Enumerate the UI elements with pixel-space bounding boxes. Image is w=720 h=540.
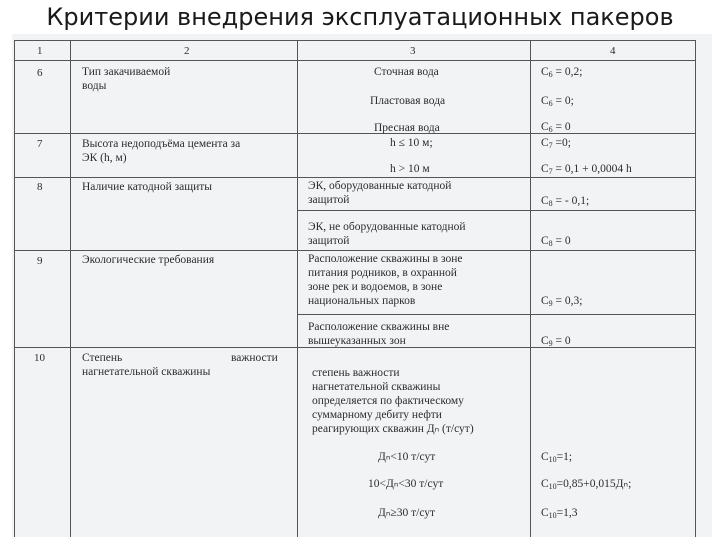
option-text: зоне рек и водоемов, в зоне [308,281,443,293]
option-text: Пресная вода [374,122,440,134]
coefficient-subscript: 9 [548,299,553,308]
option-text: ЭК, не оборудованные катодной [308,221,466,233]
coefficient-symbol: C [541,478,549,490]
coefficient-symbol: C [541,163,549,175]
coefficient-value [541,477,631,494]
coefficient-text: = 0,2; [555,66,583,78]
table-cell-divider [297,210,696,211]
option-text: Сточная вода [374,66,439,78]
criterion-text: воды [82,80,107,92]
criterion-text: Наличие катодной защиты [82,181,213,193]
coefficient-text: =0; [555,137,571,149]
criterion-text: нагнетательной скважины [82,366,211,378]
coefficient-symbol: C [541,335,549,347]
coefficient-value [541,506,578,523]
option-text: Дₙ<10 т/сут [378,451,436,463]
coefficient-subscript: 8 [548,199,553,208]
coefficient-symbol: C [541,137,549,149]
coefficient-subscript: 6 [548,125,553,134]
coefficient-value [541,94,574,111]
description-text: реагирующих скважин Дₙ (т/сут) [312,423,474,435]
criterion-text: Тип закачиваемой [82,66,171,78]
description-text: определяется по фактическому [312,395,464,407]
coefficient-text: = 0,3; [555,295,583,307]
coefficient-symbol: C [541,66,549,78]
option-text: защитой [308,194,350,206]
coefficient-text: = 0 [555,235,571,247]
coefficient-subscript: 8 [548,239,553,248]
description-text: нагнетательной скважины [312,381,441,393]
coefficient-subscript: 10 [548,511,557,520]
scanned-table [12,34,712,537]
option-text: h ≤ 10 м; [390,137,433,149]
criterion-text: Высота недоподъёма цемента за [82,138,241,150]
coefficient-symbol: C [541,295,549,307]
coefficient-text: = 0 [555,121,571,133]
table-header-divider [14,60,696,61]
coefficient-subscript: 6 [548,70,553,79]
criterion-text: ЭК (h, м) [82,152,127,164]
criterion-text: Степень [82,352,123,364]
row-number: 7 [37,138,43,150]
coefficient-symbol: C [541,451,549,463]
option-text: ЭК, оборудованные катодной [308,180,452,192]
coefficient-value [541,334,571,351]
row-number: 8 [37,181,43,193]
coefficient-text: = 0; [555,95,574,107]
coefficient-text: = 0 [555,335,571,347]
table-divider-col2 [297,40,298,537]
coefficient-symbol: C [541,235,549,247]
coefficient-value [541,194,589,211]
coefficient-symbol: C [541,195,549,207]
coefficient-subscript: 10 [548,482,557,491]
row-number: 9 [37,255,43,267]
option-text: Расположение скважины вне [308,321,450,333]
coefficient-subscript: 7 [548,167,553,176]
option-text: Пластовая вода [370,95,446,107]
table-divider-col3 [530,40,531,537]
coefficient-subscript: 7 [548,141,553,150]
column-header: 4 [610,45,616,57]
page-title: Критерии внедрения эксплуатационных пакеров [46,3,674,31]
option-text: Дₙ≥30 т/сут [378,507,436,519]
option-text: h > 10 м [390,163,430,175]
coefficient-subscript: 9 [548,339,553,348]
table-border-top [14,40,696,41]
option-text: 10<Дₙ<30 т/сут [368,478,444,490]
coefficient-text: =1,3 [556,507,578,519]
coefficient-symbol: C [541,121,549,133]
coefficient-text: =0,85+0,015Дₙ; [556,478,632,490]
coefficient-subscript: 10 [548,455,557,464]
coefficient-symbol: C [541,507,549,519]
description-text: степень важности [312,367,400,379]
option-text: защитой [308,235,350,247]
criterion-text: Экологические требования [82,254,215,266]
coefficient-value [541,450,572,467]
option-text: Расположение скважины в зоне [308,253,463,265]
table-row-divider [14,133,696,134]
coefficient-text: =1; [556,451,573,463]
coefficient-value [541,162,632,179]
table-border-right [695,40,696,537]
row-number: 10 [34,352,45,364]
coefficient-value [541,294,582,311]
column-header: 2 [184,45,190,57]
option-text: вышеуказанных зон [308,335,406,347]
coefficient-text: = 0,1 + 0,0004 h [555,163,632,175]
column-header: 1 [37,45,43,57]
table-row-divider [14,250,696,251]
criterion-text: важности [231,352,278,364]
coefficient-value [541,234,571,251]
table-border-left [14,40,15,537]
coefficient-value [541,136,571,153]
table-divider-col1 [70,40,71,537]
coefficient-value [541,65,582,82]
row-number: 6 [37,67,43,79]
column-header: 3 [410,45,416,57]
description-text: суммарному дебиту нефти [312,409,442,421]
coefficient-text: = - 0,1; [555,195,590,207]
coefficient-subscript: 6 [548,99,553,108]
option-text: питания родников, в охранной [308,267,457,279]
option-text: национальных парков [308,295,416,307]
table-cell-divider [297,314,696,315]
coefficient-symbol: C [541,95,549,107]
coefficient-value [541,120,571,137]
